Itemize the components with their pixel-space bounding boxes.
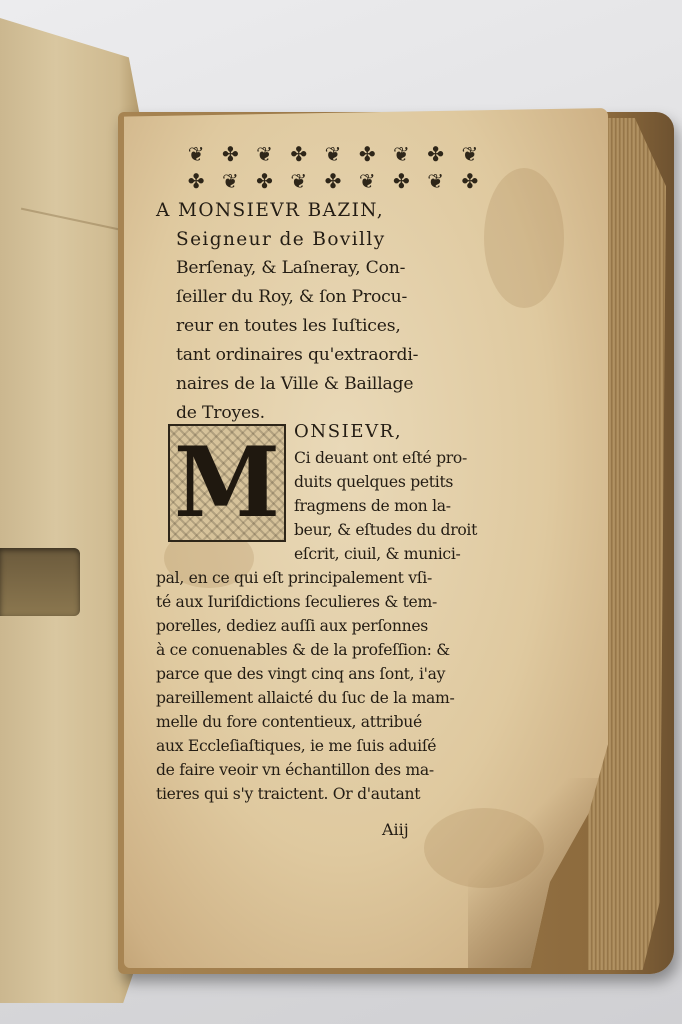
ornament-glyph: ❦	[427, 169, 445, 193]
ornament-glyph: ✤	[461, 169, 479, 193]
body-line: eſcrit, ciuil, & munici-	[294, 545, 461, 563]
body-line: tieres qui s'y traictent. Or d'autant	[156, 785, 421, 803]
ornament-glyph: ❦	[393, 142, 410, 166]
body-line: duits quelques petits	[294, 473, 454, 491]
ornament-glyph: ✤	[358, 142, 376, 166]
page-crease	[21, 208, 119, 231]
ornament-glyph: ❦	[187, 142, 205, 166]
dedication-line: reur en toutes les Iuſtices,	[176, 316, 401, 336]
body-line: beur, & eſtudes du droit	[294, 521, 478, 539]
ornamental-headpiece	[180, 142, 486, 194]
ornament-glyph: ❦	[358, 169, 376, 193]
ornament-glyph: ✤	[187, 169, 205, 193]
dedication-line: naires de la Ville & Baillage	[176, 374, 414, 394]
dedication-line: A MONSIEVR BAZIN,	[156, 200, 384, 221]
ornament-glyph: ✤	[221, 142, 239, 166]
signature-mark: Aiij	[382, 820, 409, 839]
ornament-glyph: ❦	[324, 142, 342, 166]
body-line: pal, en ce qui eſt principalement vſi-	[156, 569, 432, 587]
dedication-line: tant ordinaires qu'extraordi-	[176, 345, 419, 365]
ornament-glyph: ❦	[256, 142, 273, 166]
ornament-glyph: ❦	[221, 169, 239, 193]
salutation: ONSIEVR,	[294, 421, 403, 442]
body-line: porelles, dediez auſſi aux perſonnes	[156, 617, 429, 635]
body-line: Ci deuant ont eſté pro-	[294, 449, 467, 467]
body-line: de faire veoir vn échantillon des ma-	[156, 761, 434, 779]
ornament-glyph: ❦	[461, 142, 479, 166]
dedication-block	[156, 196, 506, 428]
body-line: té aux Iuriſdictions ſeculieres & tem-	[156, 593, 437, 611]
initial-letter: M	[173, 426, 281, 539]
dedication-line: ſeiller du Roy, & ſon Procu-	[176, 287, 408, 307]
body-line: aux Eccleſiaſtiques, ie me ſuis aduiſé	[156, 737, 437, 755]
dedication-line: de Troyes.	[176, 403, 265, 423]
dedication-line: Seigneur de Bovilly	[176, 229, 386, 250]
dedication-line: Berſenay, & Laſneray, Con-	[176, 258, 406, 278]
body-line: fragmens de mon la-	[294, 497, 451, 515]
ornament-glyph: ✤	[324, 169, 342, 193]
body-line: à ce conuenables & de la profeſſion: &	[156, 641, 450, 659]
decorated-initial	[168, 424, 286, 542]
body-line: parce que des vingt cinq ans ſont, i'ay	[156, 665, 446, 683]
body-line: melle du fore contentieux, attribué	[156, 713, 422, 731]
body-text	[156, 420, 506, 840]
ornament-glyph: ✤	[256, 169, 273, 193]
ornament-glyph: ❦	[290, 169, 308, 193]
page-tear	[0, 548, 80, 616]
dedication-heading	[156, 196, 506, 428]
ornament-glyph: ✤	[290, 142, 308, 166]
body-line: pareillement allaicté du ſuc de la mam-	[156, 689, 455, 707]
ornament-glyph: ✤	[393, 169, 410, 193]
ornament-glyph: ✤	[427, 142, 445, 166]
